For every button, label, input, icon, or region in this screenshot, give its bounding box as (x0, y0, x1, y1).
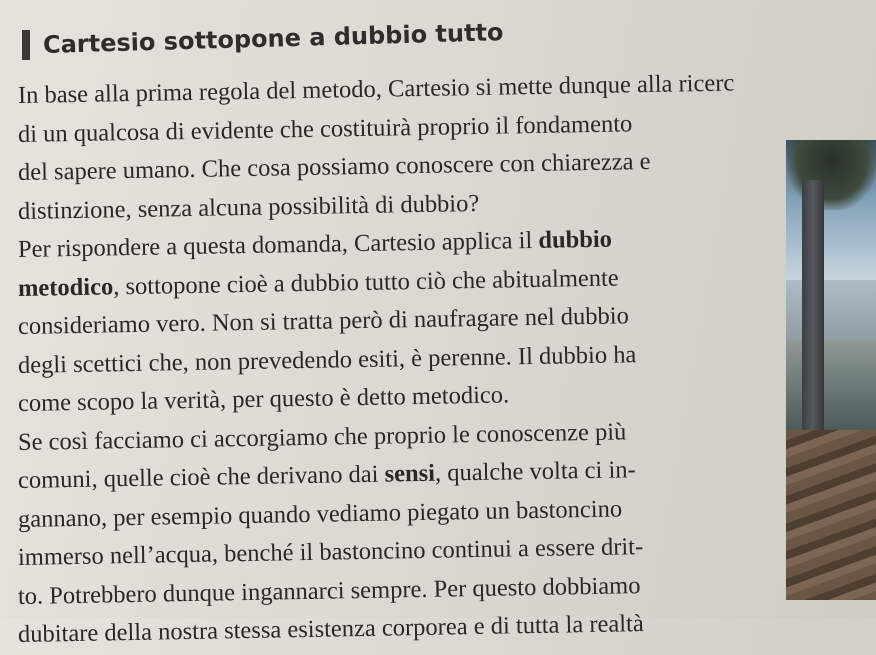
line-text: comuni, quelle cioè che derivano dai (17, 460, 385, 494)
bold-term: metodico (17, 272, 114, 302)
text-line: In base alla prima regola del metodo, Cartesio si mette dunque alla ricerc (17, 69, 735, 109)
text-line: gannano, per esempio quando vediamo piegato un bastoncino (17, 494, 623, 533)
section-heading (22, 18, 504, 60)
photo-pole (802, 180, 824, 430)
text-line: distinzione, senza alcuna possibilità di dubbio? (17, 189, 480, 225)
text-line: di un qualcosa di evidente che costituirà proprio il fondamento (17, 109, 633, 148)
line-text: , qualche volta ci in- (434, 456, 636, 487)
text-line: come scopo la verità, per questo è detto metodico. (17, 381, 510, 417)
line-text: , sottopone cioè a dubbio tutto ciò che abitualmente (112, 264, 619, 300)
section-title: Cartesio sottopone a dubbio tutto (42, 18, 504, 59)
bold-term: dubbio (538, 225, 613, 254)
text-line: dubitare della nostra stessa esistenza corporea e di tutta la realtà (17, 610, 644, 648)
line-text: Per rispondere a questa domanda, Cartesio applica il (17, 226, 539, 263)
heading-marker (22, 30, 30, 60)
photo-rocks (786, 430, 876, 600)
text-line: to. Potrebbero dunque ingannarci sempre. Per questo dobbiamo (17, 571, 641, 610)
bold-term: sensi (384, 459, 436, 488)
photo-background (786, 340, 876, 430)
text-line: consideriamo vero. Non si tratta però di naufragare nel dubbio (17, 302, 630, 340)
text-line: del sapere umano. Che cosa possiamo conoscere con chiarezza e (17, 147, 651, 186)
text-line: Se così facciamo ci accorgiamo che proprio le conoscenze più (17, 417, 627, 456)
body-text (17, 69, 788, 655)
text-line: immerso nell’acqua, benché il bastoncino continui a essere drit- (17, 533, 644, 571)
text-line: degli scettici che, non prevedendo esiti, è perenne. Il dubbio ha (17, 340, 637, 379)
photo (786, 140, 876, 600)
